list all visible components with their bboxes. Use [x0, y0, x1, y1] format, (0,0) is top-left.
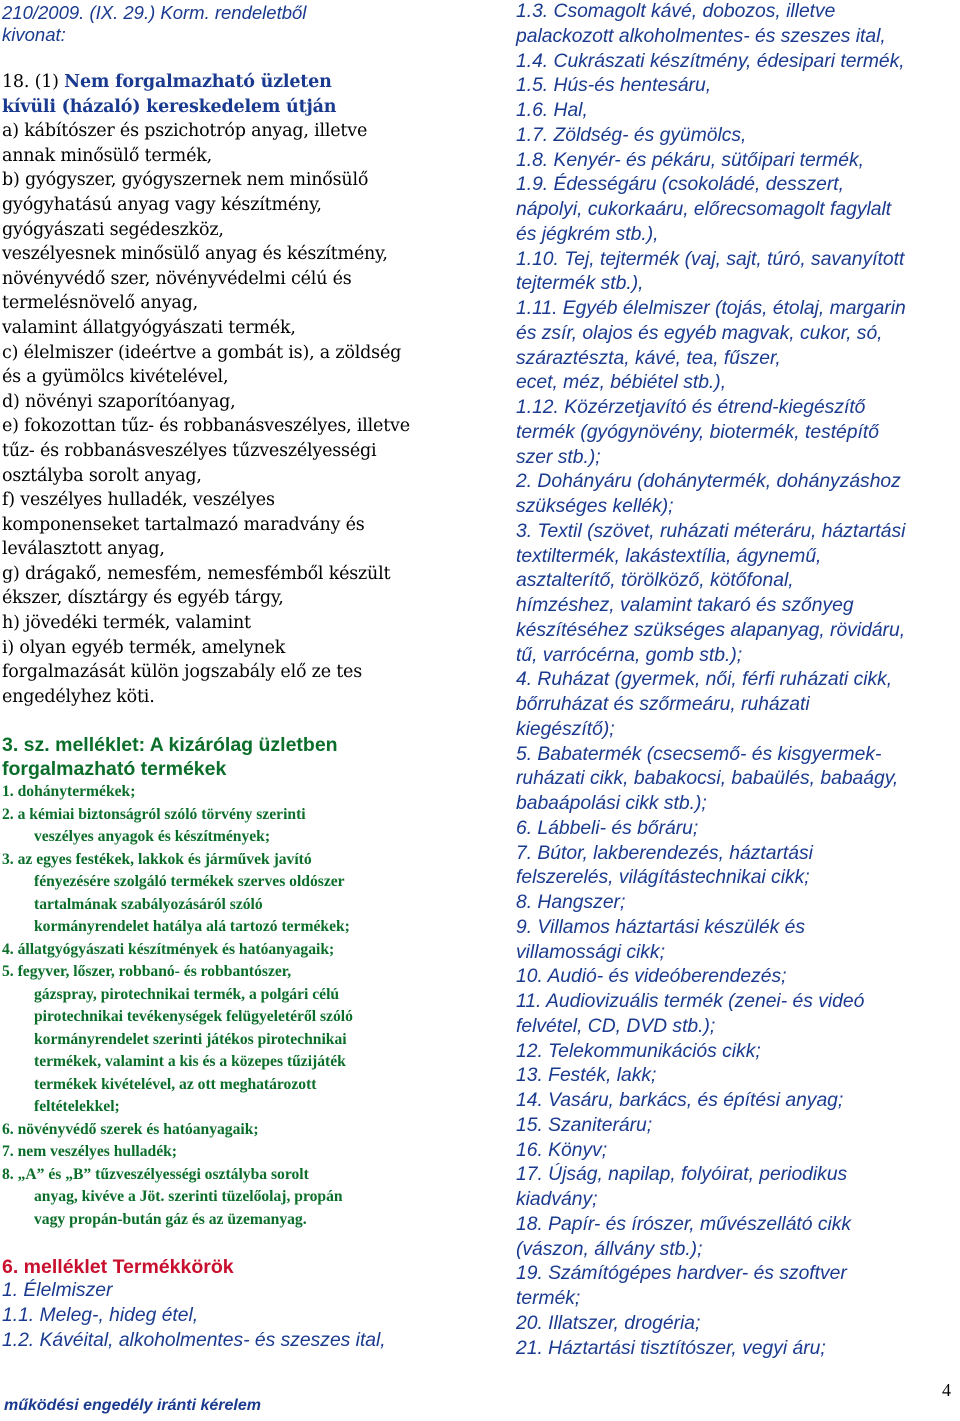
paragraph-line: i) olyan egyéb termék, amelynek	[2, 637, 286, 658]
annex3-item	[2, 781, 494, 804]
product-group-line: szükséges kellék);	[516, 496, 674, 517]
product-group-line: 15. Szaniteráru;	[516, 1114, 653, 1136]
paragraph-bold-title: Nem forgalmazható üzleten	[64, 72, 332, 92]
product-group-line: és jégkrém stb.),	[516, 223, 659, 245]
product-group-line: 14. Vasáru, barkács, és építési anyag;	[516, 1090, 844, 1111]
product-group-line: 1.10. Tej, tejtermék (vaj, sajt, túró, savanyított	[516, 248, 905, 270]
annex6-list	[2, 1279, 494, 1353]
product-group-line: asztalterítő, törölköző, kötőfonal,	[516, 570, 794, 592]
product-group-line: 10. Audió- és videóberendezés;	[516, 966, 787, 988]
annex3-heading	[2, 733, 494, 781]
paragraph-line: tűz- és robbanásveszélyes tűzveszélyességi	[2, 440, 377, 461]
annex3-item	[2, 961, 494, 1119]
paragraph-line: és a gyümölcs kivételével,	[2, 367, 229, 388]
product-group-line: felszerelés, világítástechnikai cikk;	[516, 867, 810, 889]
annex3-item	[2, 1164, 494, 1232]
paragraph-line: a) kábítószer és pszichotróp anyag, illetve	[2, 121, 368, 142]
product-group-line: száraztészta, kávé, tea, fűszer,	[516, 347, 781, 369]
annex3-item-continuation: vagy propán-bután gáz és az üzemanyag.	[34, 1210, 307, 1228]
decree-heading-line: 210/2009. (IX. 29.) Korm. rendeletből	[2, 2, 307, 23]
paragraph-line: annak minősülő termék,	[2, 145, 212, 166]
product-group-line: 6. Lábbeli- és bőráru;	[516, 817, 699, 839]
product-group-line: tejtermék stb.),	[516, 273, 644, 295]
paragraph-line: c) élelmiszer (ideértve a gombát is), a zöldség	[2, 342, 402, 363]
product-group-line: 18. Papír- és írószer, művészellátó cikk	[516, 1213, 852, 1235]
annex3-item	[2, 849, 494, 939]
annex3-item-continuation: anyag, kivéve a Jöt. szerinti tüzelőolaj, propán	[34, 1188, 343, 1206]
product-group-line: babaápolási cikk stb.);	[516, 793, 707, 814]
annex6-line: 1.1. Meleg-, hideg étel,	[2, 1305, 199, 1327]
product-group-line: hímzéshez, valamint takaró és szőnyeg	[516, 595, 854, 616]
product-group-line: termék;	[516, 1288, 581, 1309]
annex6-heading: 6. melléklet Termékkörök	[2, 1256, 234, 1279]
annex3-item-text: 3. az egyes festékek, lakkok és járművek javító	[2, 850, 312, 868]
paragraph-line: g) drágakő, nemesfém, nemesfémből készült	[2, 563, 391, 584]
paragraph-line: engedélyhez köti.	[2, 686, 155, 707]
annex3-item-continuation: fényezésére szolgáló termékek szerves oldószer	[34, 873, 345, 891]
product-group-line: és zsír, olajos és egyéb magvak, cukor, só,	[516, 322, 883, 344]
product-group-line: termék (gyógynövény, biotermék, testépítő	[516, 421, 879, 443]
annex6-line: 1.2. Kávéital, alkoholmentes- és szeszes ital,	[2, 1329, 386, 1351]
product-group-line: 21. Háztartási tisztítószer, vegyi áru;	[516, 1337, 826, 1359]
annex3-item-text: 5. fegyver, lőszer, robbanó- és robbantószer,	[2, 963, 292, 981]
product-group-line: 1.11. Egyéb élelmiszer (tojás, étolaj, margarin	[516, 298, 906, 319]
product-group-line: kiadvány;	[516, 1189, 598, 1210]
annex3-item-text: 2. a kémiai biztonságról szóló törvény szerinti	[2, 805, 306, 823]
annex3-item-continuation: pirotechnikai tevékenységek felügyeletéről szóló	[34, 1008, 353, 1026]
product-group-line: 20. Illatszer, drogéria;	[516, 1312, 701, 1334]
product-group-line: textiltermék, lakástextília, ágynemű,	[516, 545, 822, 567]
paragraph-line: d) növényi szaporítóanyag,	[2, 391, 236, 412]
product-group-line: ecet, méz, bébiétel stb.),	[516, 372, 727, 394]
paragraph-line: növényvédő szer, növényvédelmi célú és	[2, 268, 352, 289]
product-group-line: 17. Újság, napilap, folyóirat, periodikus	[516, 1164, 848, 1186]
product-group-line: 7. Bútor, lakberendezés, háztartási	[516, 842, 813, 864]
restriction-paragraph	[2, 70, 494, 709]
paragraph-line: b) gyógyszer, gyógyszernek nem minősülő	[2, 170, 369, 191]
annex3-item	[2, 939, 494, 962]
annex3-item-continuation: termékek kivételével, az ott meghatározott	[34, 1075, 317, 1093]
paragraph-intro-line	[2, 70, 494, 95]
paragraph-line: leválasztott anyag,	[2, 539, 165, 560]
product-group-line: 1.12. Közérzetjavító és étrend-kiegészítő	[516, 397, 866, 418]
product-group-line: 1.5. Hús-és hentesáru,	[516, 75, 712, 97]
product-group-line: 11. Audiovizuális termék (zenei- és videó	[516, 991, 865, 1012]
product-group-line: 1.3. Csomagolt kávé, dobozos, illetve	[516, 1, 836, 22]
paragraph-line: h) jövedéki termék, valamint	[2, 613, 251, 634]
product-group-line: 2. Dohányáru (dohánytermék, dohányzáshoz	[516, 471, 901, 493]
right-column	[516, 0, 956, 1361]
annex3-list	[2, 781, 494, 1231]
product-group-line: 1.7. Zöldség- és gyümölcs,	[516, 124, 747, 146]
annex3-item-continuation: kormányrendelet hatálya alá tartozó termékek;	[34, 918, 350, 936]
annex3-item-text: 6. növényvédő szerek és hatóanyagaik;	[2, 1120, 259, 1138]
annex3-item-continuation: tartalmának szabályozásáról szóló	[34, 895, 263, 913]
product-group-line: 13. Festék, lakk;	[516, 1065, 657, 1087]
product-group-line: 4. Ruházat (gyermek, női, férfi ruházati cikk,	[516, 669, 893, 691]
paragraph-line: valamint állatgyógyászati termék,	[2, 317, 296, 338]
product-group-line: 1.6. Hal,	[516, 100, 588, 121]
left-column	[2, 0, 494, 1354]
annex3-item-text: 4. állatgyógyászati készítmények és hatóanyagaik;	[2, 940, 335, 958]
page-number: 4	[942, 1380, 951, 1400]
product-group-line: 3. Textil (szövet, ruházati méteráru, háztartási	[516, 520, 906, 542]
annex3-item-text: 1. dohánytermékek;	[2, 783, 136, 801]
annex3-item	[2, 804, 494, 849]
product-group-line: ruházati cikk, babakocsi, babaülés, babaágy,	[516, 768, 899, 790]
annex3-item	[2, 1141, 494, 1164]
annex3-item-continuation: termékek, valamint a kis és a közepes tűzijáték	[34, 1053, 346, 1071]
product-group-line: nápolyi, cukorkaáru, előrecsomagolt fagylalt	[516, 199, 892, 220]
product-group-line: bőrruházat és szőrmeáru, ruházati	[516, 694, 810, 715]
product-group-line: tű, varrócérna, gomb stb.);	[516, 644, 743, 666]
product-group-line: kiegészítő);	[516, 718, 615, 740]
paragraph-line: forgalmazását külön jogszabály elő ze tes	[2, 662, 362, 683]
product-group-line: palackozott alkoholmentes- és szeszes ital,	[516, 25, 886, 47]
paragraph-line: termelésnövelő anyag,	[2, 293, 198, 314]
product-group-line: szer stb.);	[516, 446, 601, 468]
annex3-item-continuation: kormányrendelet szerinti játékos pirotechnikai	[34, 1030, 347, 1048]
product-group-line: 9. Villamos háztartási készülék és	[516, 916, 805, 938]
paragraph-number: 18. (1)	[2, 72, 65, 92]
product-group-line: villamossági cikk;	[516, 941, 665, 963]
annex3-item-continuation: gázspray, pirotechnikai termék, a polgári célú	[34, 985, 340, 1003]
product-group-line: 12. Telekommunikációs cikk;	[516, 1040, 761, 1062]
product-group-line: felvétel, CD, DVD stb.);	[516, 1015, 716, 1037]
paragraph-bold-title: kívüli (házaló) kereskedelem útján	[2, 96, 337, 117]
product-group-line: 5. Babatermék (csecsemő- és kisgyermek-	[516, 743, 882, 765]
annex3-item	[2, 1119, 494, 1142]
annex3-heading-line: forgalmazható termékek	[2, 758, 227, 781]
paragraph-line: veszélyesnek minősülő anyag és készítmény,	[2, 244, 388, 265]
product-group-line: 1.8. Kenyér- és pékáru, sütőipari termék,	[516, 149, 864, 171]
product-group-line: 8. Hangszer;	[516, 892, 626, 913]
product-group-line: 19. Számítógépes hardver- és szoftver	[516, 1263, 847, 1285]
paragraph-line: e) fokozottan tűz- és robbanásveszélyes, illetve	[2, 416, 410, 437]
permit-application-link[interactable]: működési engedély iránti kérelem	[4, 1397, 261, 1414]
product-group-line: 1.9. Édességáru (csokoládé, desszert,	[516, 174, 844, 196]
decree-heading-line: kivonat:	[2, 24, 66, 45]
annex6-line: 1. Élelmiszer	[2, 1280, 113, 1302]
paragraph-line: ékszer, dísztárgy és egyéb tárgy,	[2, 588, 284, 609]
paragraph-line: f) veszélyes hulladék, veszélyes	[2, 490, 275, 511]
paragraph-line: komponenseket tartalmazó maradvány és	[2, 514, 365, 535]
annex3-item-continuation: veszélyes anyagok és készítmények;	[34, 828, 271, 846]
paragraph-line: osztályba sorolt anyag,	[2, 465, 202, 486]
annex3-item-continuation: feltételekkel;	[34, 1098, 120, 1116]
paragraph-line: gyógyhatású anyag vagy készítmény,	[2, 194, 322, 215]
product-group-line: 16. Könyv;	[516, 1139, 608, 1161]
annex3-item-text: 7. nem veszélyes hulladék;	[2, 1143, 177, 1161]
product-group-line: (vászon, állvány stb.);	[516, 1238, 703, 1260]
paragraph-line: gyógyászati segédeszköz,	[2, 219, 224, 240]
annex3-item-text: 8. „A” és „B” tűzveszélyességi osztályba sorolt	[2, 1165, 309, 1183]
product-group-line: 1.4. Cukrászati készítmény, édesipari termék,	[516, 50, 905, 72]
product-group-line: készítéséhez szükséges alapanyag, rövidáru,	[516, 619, 906, 641]
decree-heading	[2, 2, 494, 46]
annex3-heading-line: 3. sz. melléklet: A kizárólag üzletben	[2, 734, 338, 757]
